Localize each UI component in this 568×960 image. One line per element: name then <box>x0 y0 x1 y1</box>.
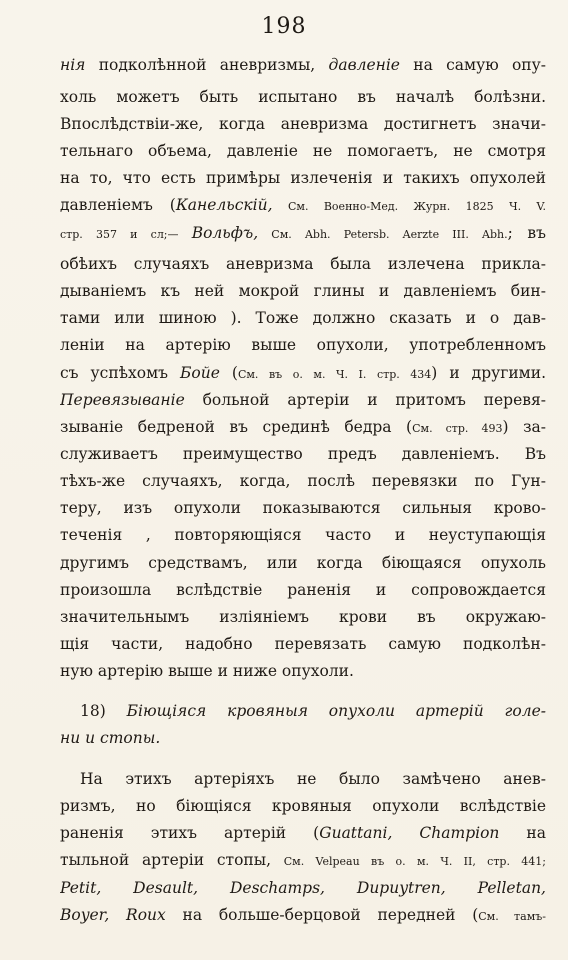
text-line <box>60 634 546 654</box>
line-text: ную артерію выше и ниже опухоли. <box>60 662 354 680</box>
text-line <box>60 850 546 872</box>
line-text: тыльной артеріи стопы, <box>60 851 284 869</box>
text-line <box>60 390 546 410</box>
text-line <box>60 661 546 681</box>
line-text: дываніемъ къ ней мокрой глины и давленіемъ бин- <box>60 282 546 300</box>
line-text: Впослѣдствіи-же, когда аневризма достигнетъ значи- <box>60 115 546 133</box>
text-line <box>60 728 546 748</box>
line-text: 18) <box>80 702 127 720</box>
text-line <box>60 498 546 518</box>
page-number: 198 <box>261 14 307 39</box>
italic-text: Guattani, Champion <box>319 824 500 842</box>
line-text: значительнымъ изліяніемъ крови въ окружаю- <box>60 608 546 626</box>
line-text: теченія , повторяющіяся часто и неуступающія <box>60 526 546 544</box>
text-line <box>60 878 546 898</box>
line-text: на самую опу- <box>399 56 546 74</box>
text-line <box>60 580 546 600</box>
line-text: холь можетъ быть испытано въ началѣ болѣзни. <box>60 88 546 106</box>
line-text: другимъ средствамъ, или когда біющаяся опухоль <box>60 554 546 572</box>
italic-text: нія <box>60 56 86 74</box>
italic-text: Petit, Desault, Deschamps, Dupuytren, Pelletan, <box>60 879 546 897</box>
italic-text: Канельскій, <box>175 196 273 214</box>
text-line <box>60 168 546 188</box>
text-line <box>60 553 546 573</box>
text-line <box>60 87 546 107</box>
reference-text: См. въ о. м. Ч. I. стр. 434 <box>237 368 432 381</box>
reference-text: См. Abh. Petersb. Aerzte III. Abh. <box>258 228 508 241</box>
line-text: щія части, надобно перевязать самую подколѣн- <box>60 635 546 653</box>
text-line <box>60 417 546 439</box>
text-line <box>60 308 546 328</box>
text-line <box>60 335 546 355</box>
line-text: на больше-берцовой передней ( <box>165 906 479 924</box>
line-text: тами или шиною ). Тоже должно сказать и о дав- <box>60 309 546 327</box>
text-line <box>80 701 546 721</box>
italic-text: Біющіяся кровяныя опухоли артерій голе- <box>126 702 546 720</box>
text-line <box>60 796 546 816</box>
line-text: съ успѣхомъ <box>60 364 180 382</box>
text-line <box>60 114 546 134</box>
line-text: тельнаго объема, давленіе не помогаетъ, не смотря <box>60 142 546 160</box>
line-text: давленіемъ ( <box>60 196 176 214</box>
line-text: на то, что есть примѣры излеченія и такихъ опухолей <box>60 169 546 187</box>
line-text: ризмъ, но біющіяся кровяныя опухоли вслѣдствіе <box>60 797 546 815</box>
line-text: ( <box>219 364 238 382</box>
line-text: раненія этихъ артерій ( <box>60 824 320 842</box>
line-text: больной артеріи и притомъ перевя- <box>184 391 546 409</box>
text-line <box>60 363 546 385</box>
reference-text: См. Военно-Мед. Журн. 1825 Ч. V. <box>272 200 546 213</box>
text-line <box>60 823 546 843</box>
line-text: обѣихъ случаяхъ аневризма была излечена прикла- <box>60 255 546 273</box>
text-line <box>60 195 546 217</box>
text-line <box>60 607 546 627</box>
line-text: ) и другими. <box>431 364 546 382</box>
text-line <box>60 525 546 545</box>
italic-text: давленіе <box>328 56 400 74</box>
line-text: тѣхъ-же случаяхъ, когда, послѣ перевязки по Гун- <box>60 472 546 490</box>
reference-text: См. тамъ- <box>478 910 546 923</box>
line-text: ; въ <box>507 224 546 242</box>
line-text: ) за- <box>502 418 546 436</box>
italic-text: Вольфъ, <box>191 224 259 242</box>
text-line <box>60 223 546 245</box>
text-line <box>60 281 546 301</box>
reference-text: См. стр. 493 <box>412 422 503 435</box>
text-line <box>80 769 546 789</box>
text-line <box>60 471 546 491</box>
line-text: леніи на артерію выше опухоли, употребленномъ <box>60 336 546 354</box>
line-text: служиваетъ преимущество предъ давленіемъ. Въ <box>60 445 546 463</box>
text-line <box>60 141 546 161</box>
reference-text: См. Velpeau въ о. м. Ч. II, стр. 441; <box>283 855 546 868</box>
italic-text: ни и стопы. <box>60 729 161 747</box>
italic-text: Boyer, Roux <box>60 906 166 924</box>
reference-text: стр. 357 и сл;— <box>60 228 192 241</box>
line-text: произошла вслѣдствіе раненія и сопровождается <box>60 581 546 599</box>
italic-text: Перевязываніе <box>60 391 185 409</box>
line-text: теру, изъ опухоли показываются сильныя крово- <box>60 499 546 517</box>
text-line <box>60 254 546 274</box>
text-line <box>60 905 546 927</box>
italic-text: Бойе <box>180 364 220 382</box>
text-line <box>60 55 546 75</box>
text-line <box>60 444 546 464</box>
line-text: подколѣнной аневризмы, <box>85 56 329 74</box>
line-text: на <box>499 824 546 842</box>
line-text: На этихъ артеріяхъ не было замѣчено анев- <box>80 770 546 788</box>
line-text: зываніе бедреной въ срединѣ бедра ( <box>60 418 413 436</box>
